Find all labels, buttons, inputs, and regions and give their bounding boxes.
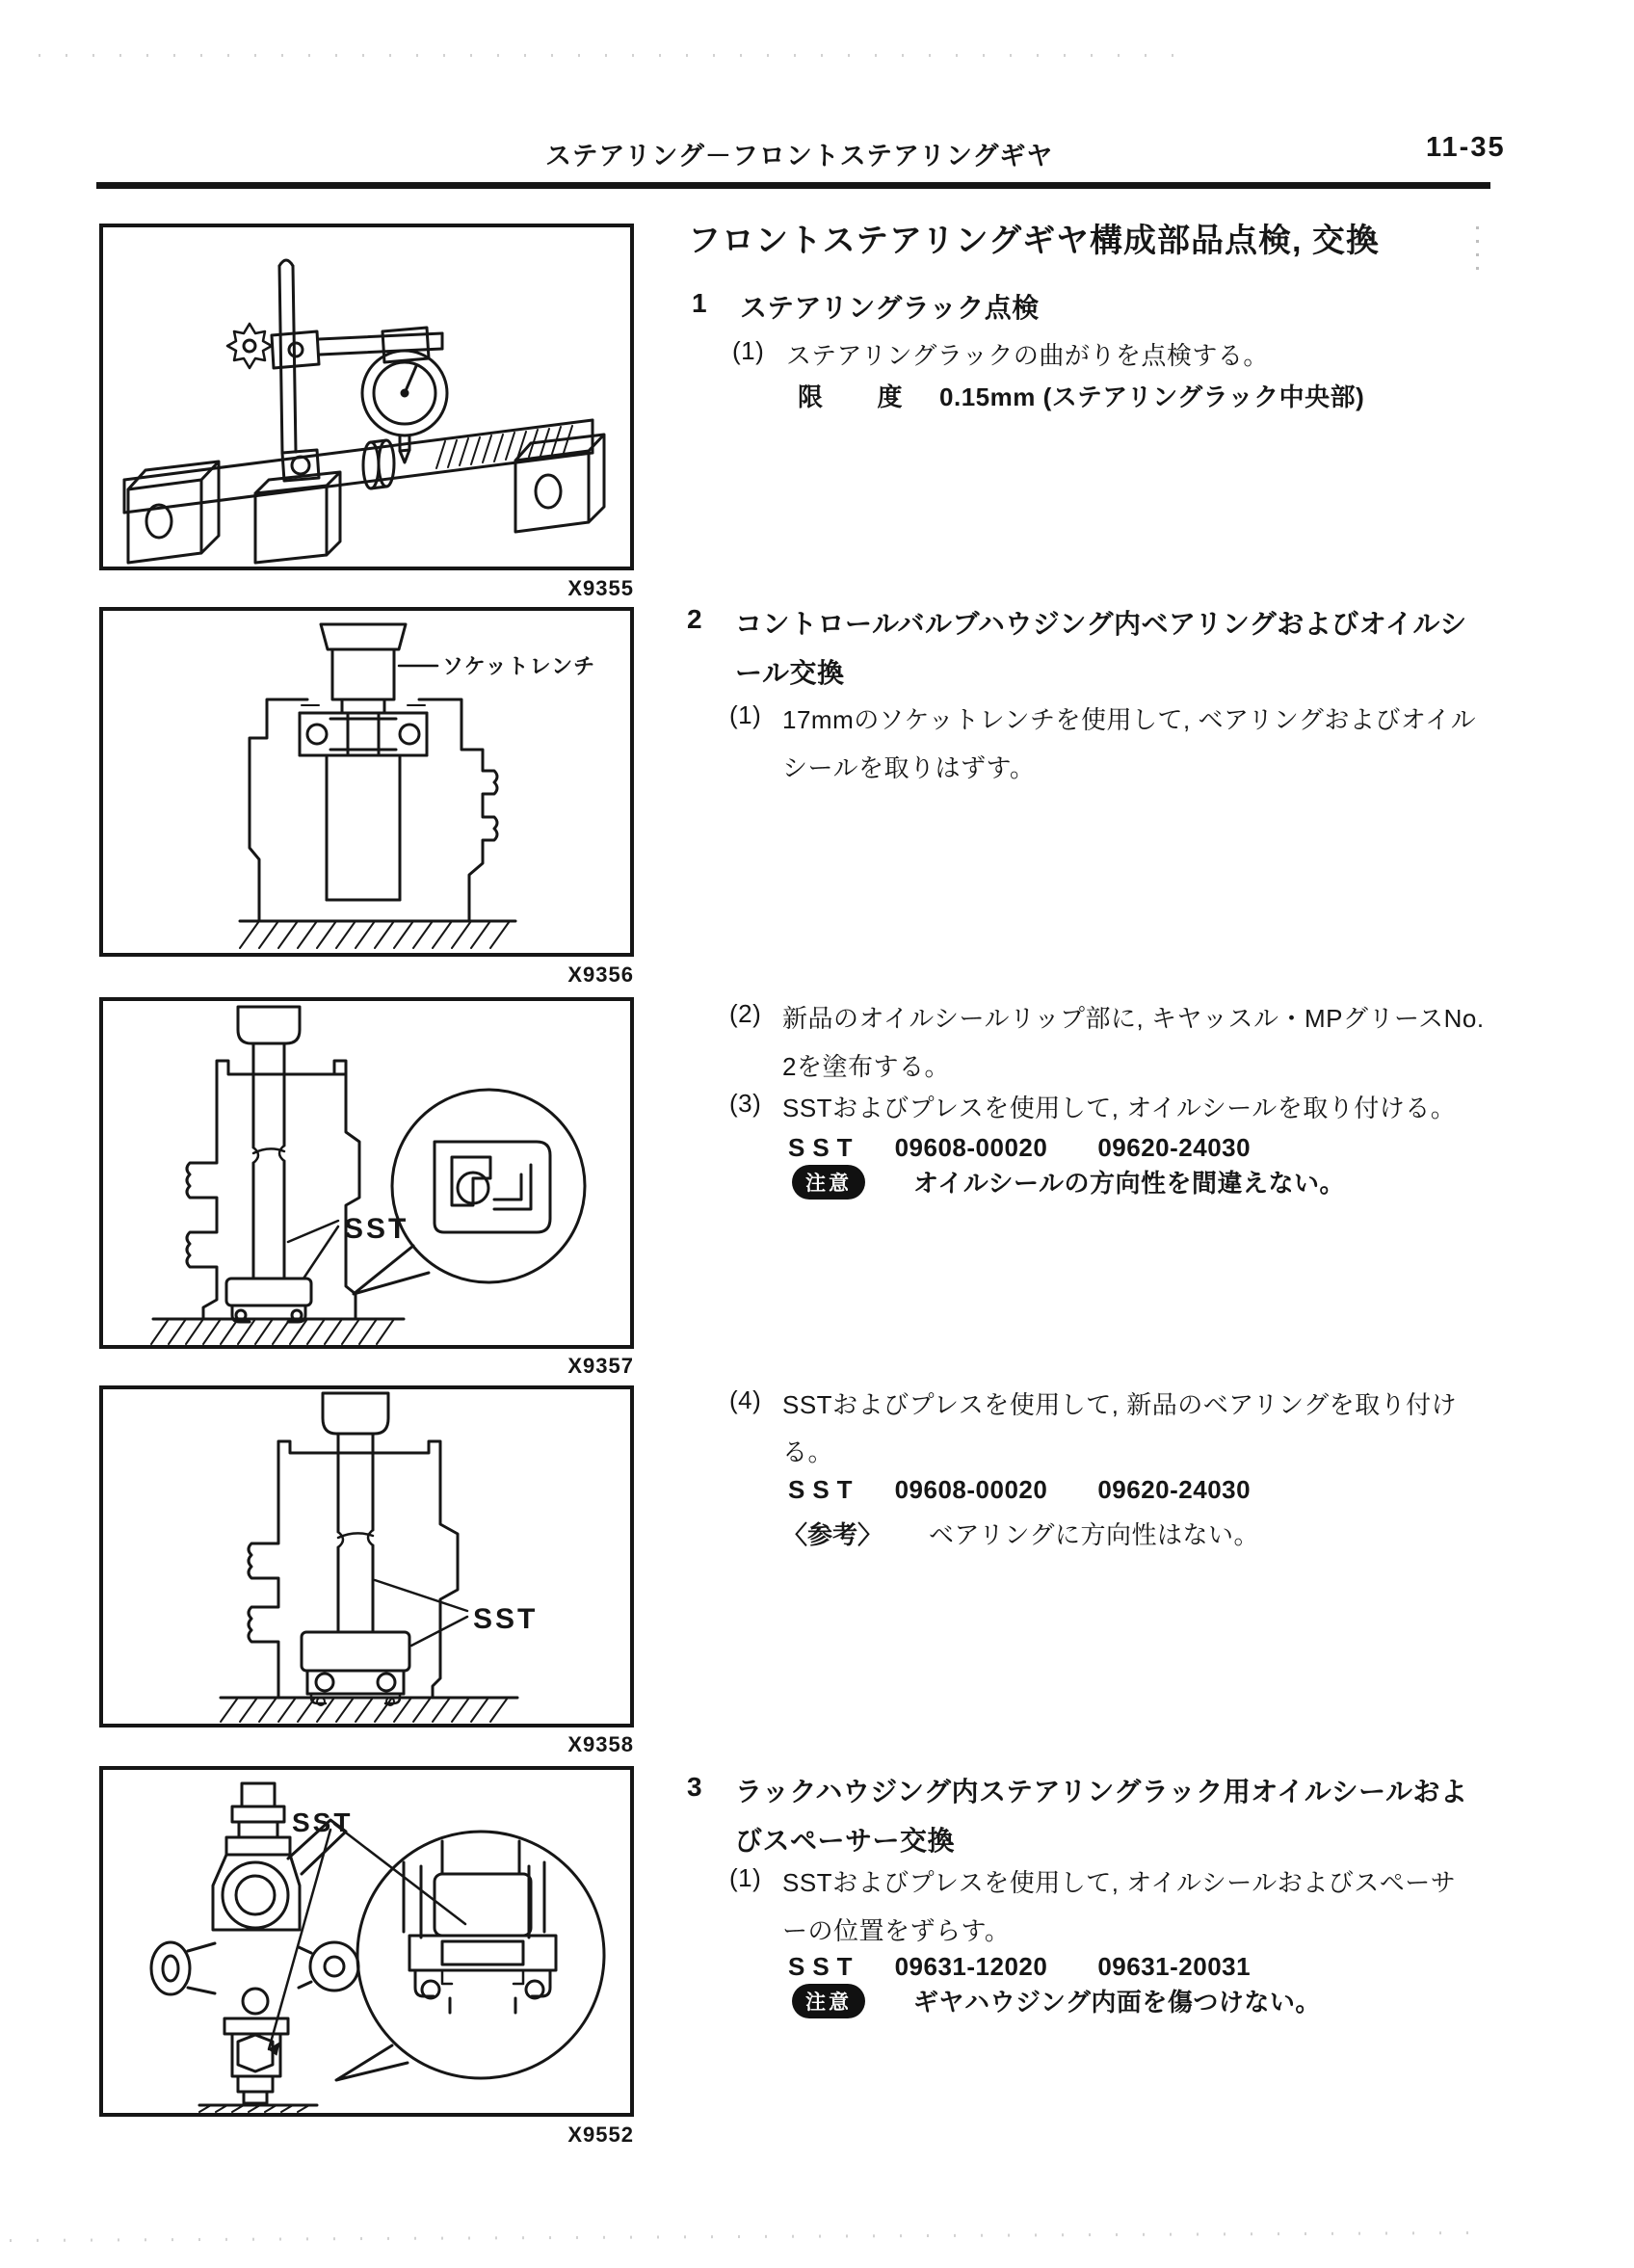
section-1-heading: ステアリングラック点検 <box>740 293 1040 323</box>
step-marker: (2) <box>729 999 762 1028</box>
sst-label: SST <box>473 1603 539 1635</box>
ground-hatching <box>151 1319 404 1344</box>
socket-wrench <box>321 624 406 753</box>
press-ram-and-sst <box>302 1393 409 1671</box>
caution-row <box>792 1983 1321 2018</box>
spec-label: 限 <box>798 382 824 411</box>
section-2-heading: ール交換 <box>735 658 845 688</box>
limit-spec-row <box>798 378 1364 413</box>
sst-code: 09620-24030 <box>1097 1133 1252 1162</box>
sst-label: SST <box>344 1213 409 1245</box>
sst-label: SST <box>788 1133 860 1162</box>
rack-shaft <box>124 420 593 513</box>
step-marker: (3) <box>729 1089 762 1118</box>
sst-label: SST <box>788 1952 860 1981</box>
sst-code: 09608-00020 <box>894 1475 1048 1504</box>
sst-row <box>788 1475 1251 1505</box>
press-ram-and-sst <box>226 1007 311 1305</box>
sst-leader-lines <box>288 1221 338 1279</box>
spec-label: 度 <box>877 382 904 411</box>
sst-leader-lines <box>375 1580 467 1646</box>
housing-section <box>249 1441 458 1698</box>
support-blocks <box>128 435 604 563</box>
step-text: SSTおよびプレスを使用して, 新品のベアリングを取り付け <box>782 1390 1458 1419</box>
sst-code: 09620-24030 <box>1097 1475 1252 1504</box>
oil-seal-press-illustration <box>103 1001 630 1345</box>
bearing-press-illustration <box>103 1389 630 1724</box>
spec-value: 0.15mm (ステアリングラック中央部) <box>939 382 1365 411</box>
sst-row <box>788 1952 1251 1982</box>
scan-noise <box>10 2231 1474 2242</box>
figure-code-x9552: X9552 <box>567 2123 634 2147</box>
ground-hatching <box>221 1698 517 1722</box>
reference-marker: 〈参考〉 <box>782 1520 883 1549</box>
section-3-number: 3 <box>687 1772 702 1802</box>
reference-row <box>782 1516 1259 1551</box>
scan-noise <box>1476 220 1479 270</box>
sst-label: SST <box>292 1807 354 1837</box>
figure-rack-housing-box <box>99 1766 634 2117</box>
ground-hatching <box>240 921 515 948</box>
section-1-number: 1 <box>692 288 707 318</box>
ground-hatching <box>199 2105 317 2112</box>
header-rule <box>96 182 1490 189</box>
step-text: ステアリングラックの曲がりを点検する。 <box>786 341 1269 370</box>
section-3-heading: ラックハウジング内ステアリングラック用オイルシールおよ <box>735 1777 1468 1806</box>
page-number: 11-35 <box>1426 132 1506 163</box>
valve-housing-section <box>250 699 497 921</box>
page-title: フロントステアリングギヤ構成部品点検, 交換 <box>688 223 1380 259</box>
sst-row <box>788 1133 1251 1163</box>
step-marker: (1) <box>729 700 762 729</box>
section-3-heading: びスペーサー交換 <box>735 1826 956 1856</box>
step-marker: (4) <box>729 1385 762 1414</box>
reference-text: ベアリングに方向性はない。 <box>929 1520 1259 1549</box>
step-text: 新品のオイルシールリップ部に, キヤッスル・MPグリースNo. <box>782 1004 1485 1033</box>
figure-code-x9357: X9357 <box>567 1354 634 1378</box>
figure-socket-wrench-box <box>99 607 634 957</box>
figure-dial-gauge-box <box>99 224 634 570</box>
caution-badge: 注意 <box>792 1984 865 2018</box>
sst-code: 09631-20031 <box>1097 1952 1252 1981</box>
step-text: SSTおよびプレスを使用して, オイルシールおよびスペーサ <box>782 1868 1457 1897</box>
sst-label: SST <box>788 1475 860 1504</box>
step-text: ーの位置をずらす。 <box>782 1916 1011 1945</box>
section-2-number: 2 <box>687 604 702 634</box>
scan-noise <box>39 54 1175 57</box>
rack-housing-illustration <box>103 1770 630 2113</box>
step-marker: (1) <box>732 336 765 365</box>
step-text: る。 <box>782 1437 834 1466</box>
figure-code-x9355: X9355 <box>567 576 634 600</box>
caution-badge: 注意 <box>792 1165 865 1200</box>
sst-code: 09608-00020 <box>894 1133 1048 1162</box>
figure-seal-install-box <box>99 997 634 1349</box>
caution-text: ギヤハウジング内面を傷つけない。 <box>913 1988 1321 2017</box>
caution-row <box>792 1164 1345 1200</box>
figure-bearing-install-box <box>99 1385 634 1727</box>
step-marker: (1) <box>729 1863 762 1892</box>
detail-callout <box>336 1832 604 2080</box>
step-text: 2を塗布する。 <box>782 1052 950 1081</box>
dial-gauge-rack-illustration <box>103 227 630 567</box>
figure-code-x9358: X9358 <box>567 1732 634 1756</box>
sst-code: 09631-12020 <box>894 1952 1048 1981</box>
page-header-title: ステアリング－フロントステアリングギヤ <box>545 142 1054 171</box>
figure-code-x9356: X9356 <box>567 963 634 987</box>
step-text: SSTおよびプレスを使用して, オイルシールを取り付ける。 <box>782 1094 1457 1122</box>
step-text: 17mmのソケットレンチを使用して, ベアリングおよびオイル <box>782 705 1477 734</box>
detail-callout <box>354 1090 585 1294</box>
sst-leader-lines <box>269 1824 465 2055</box>
step-text: シールを取りはずす。 <box>782 753 1036 782</box>
housing-section <box>187 1061 359 1319</box>
socket-wrench-illustration <box>103 611 630 953</box>
section-2-heading: コントロールバルブハウジング内ベアリングおよびオイルシ <box>735 609 1467 639</box>
socket-wrench-label: ソケットレンチ <box>442 654 596 678</box>
caution-text: オイルシールの方向性を間違えない。 <box>913 1169 1346 1198</box>
